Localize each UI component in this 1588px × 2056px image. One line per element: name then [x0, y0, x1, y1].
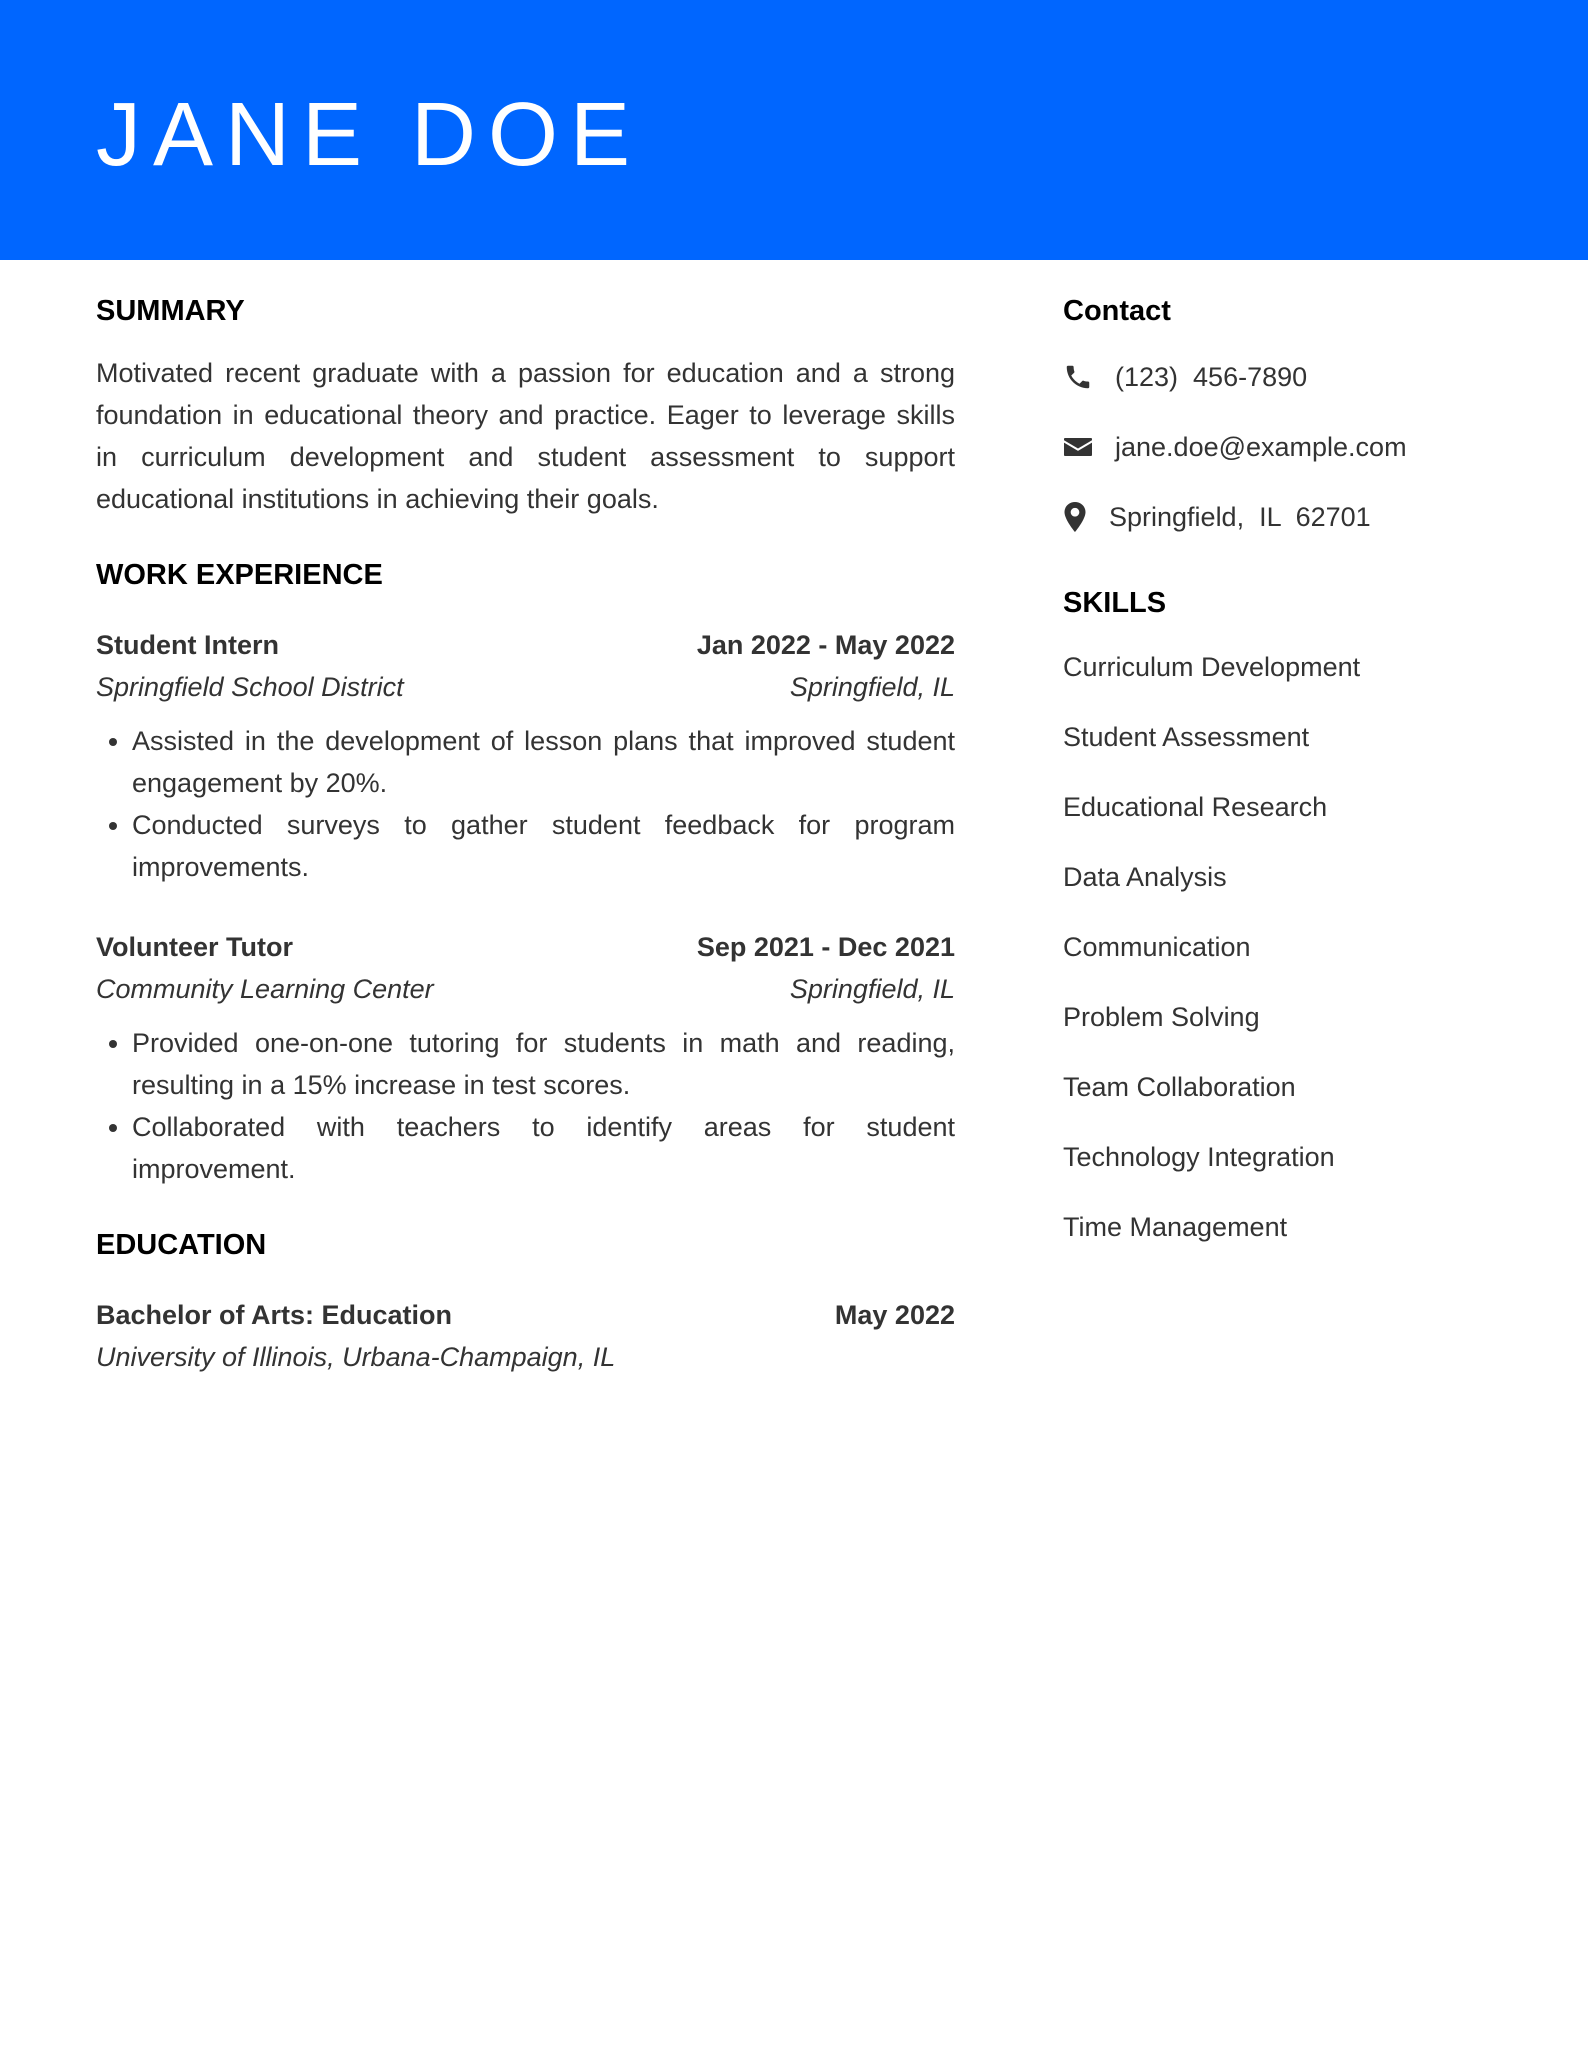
- job-dates: Jan 2022 - May 2022: [696, 630, 955, 660]
- job-role: Student Intern: [96, 630, 279, 660]
- main-column: [96, 290, 955, 1378]
- job-bullets: [96, 720, 955, 888]
- skills-section: [1063, 582, 1503, 1248]
- email-address: jane.doe@example.com: [1115, 431, 1407, 462]
- skills-list: [1063, 646, 1503, 1248]
- skill-item: Technology Integration: [1063, 1142, 1335, 1172]
- job-bullet: • Collaborated with teachers to identify areas for student improvement.: [132, 1106, 955, 1190]
- job-bullet: • Conducted surveys to gather student feedback for program improvements.: [132, 804, 955, 888]
- summary-text: Motivated recent graduate with a passion for education and a strong foundation in educational theory and practice. Eager to leverage skills in curriculum development and student assessment to support educational institutions in achieving their goals.: [96, 358, 955, 514]
- contact-email: [1063, 426, 1503, 468]
- work-experience-title: WORK EXPERIENCE: [96, 559, 383, 591]
- candidate-name: JANE DOE: [96, 85, 643, 185]
- school: University of Illinois, Urbana-Champaign, IL: [96, 1342, 616, 1372]
- sidebar-column: [1063, 290, 1503, 1276]
- contact-phone: [1063, 356, 1503, 398]
- job-location: Springfield, IL: [789, 672, 955, 702]
- job-bullet: • Assisted in the development of lesson plans that improved student engagement by 20%.: [132, 720, 955, 804]
- job-organization: Springfield School District: [96, 672, 404, 702]
- skill-item: Problem Solving: [1063, 1002, 1260, 1032]
- contact-title: Contact: [1063, 295, 1171, 327]
- job-organization: Community Learning Center: [96, 974, 434, 1004]
- job-entry: [96, 926, 955, 1190]
- phone-number: (123) 456-7890: [1115, 361, 1308, 392]
- skill-item: Student Assessment: [1063, 722, 1310, 752]
- contact-section: [1063, 290, 1503, 538]
- job-entry: [96, 624, 955, 888]
- skill-item: Curriculum Development: [1063, 652, 1361, 682]
- job-bullet: • Provided one-on-one tutoring for students in math and reading, resulting in a 15% increase in test scores.: [132, 1022, 955, 1106]
- education-entry: [96, 1294, 955, 1378]
- education-section: [96, 1224, 955, 1378]
- skill-item: Time Management: [1063, 1212, 1288, 1242]
- job-bullets: [96, 1022, 955, 1190]
- phone-icon: [1063, 359, 1099, 395]
- degree: Bachelor of Arts: Education: [96, 1300, 453, 1330]
- header-banner: [0, 0, 1588, 260]
- work-experience-section: [96, 554, 955, 1190]
- graduation-date: May 2022: [834, 1300, 955, 1330]
- skill-item: Communication: [1063, 932, 1251, 962]
- contact-list: [1063, 356, 1503, 538]
- contact-location: [1063, 496, 1503, 538]
- job-dates: Sep 2021 - Dec 2021: [696, 932, 955, 962]
- skill-item: Educational Research: [1063, 792, 1328, 822]
- job-role: Volunteer Tutor: [96, 932, 293, 962]
- skill-item: Data Analysis: [1063, 862, 1227, 892]
- location-text: Springfield, IL 62701: [1109, 501, 1371, 532]
- skill-item: Team Collaboration: [1063, 1072, 1296, 1102]
- job-location: Springfield, IL: [789, 974, 955, 1004]
- envelope-icon: [1063, 429, 1099, 465]
- summary-title: SUMMARY: [96, 295, 245, 327]
- education-title: EDUCATION: [96, 1229, 267, 1261]
- map-marker-icon: [1063, 499, 1099, 535]
- summary-section: [96, 290, 955, 520]
- skills-title: SKILLS: [1063, 587, 1167, 619]
